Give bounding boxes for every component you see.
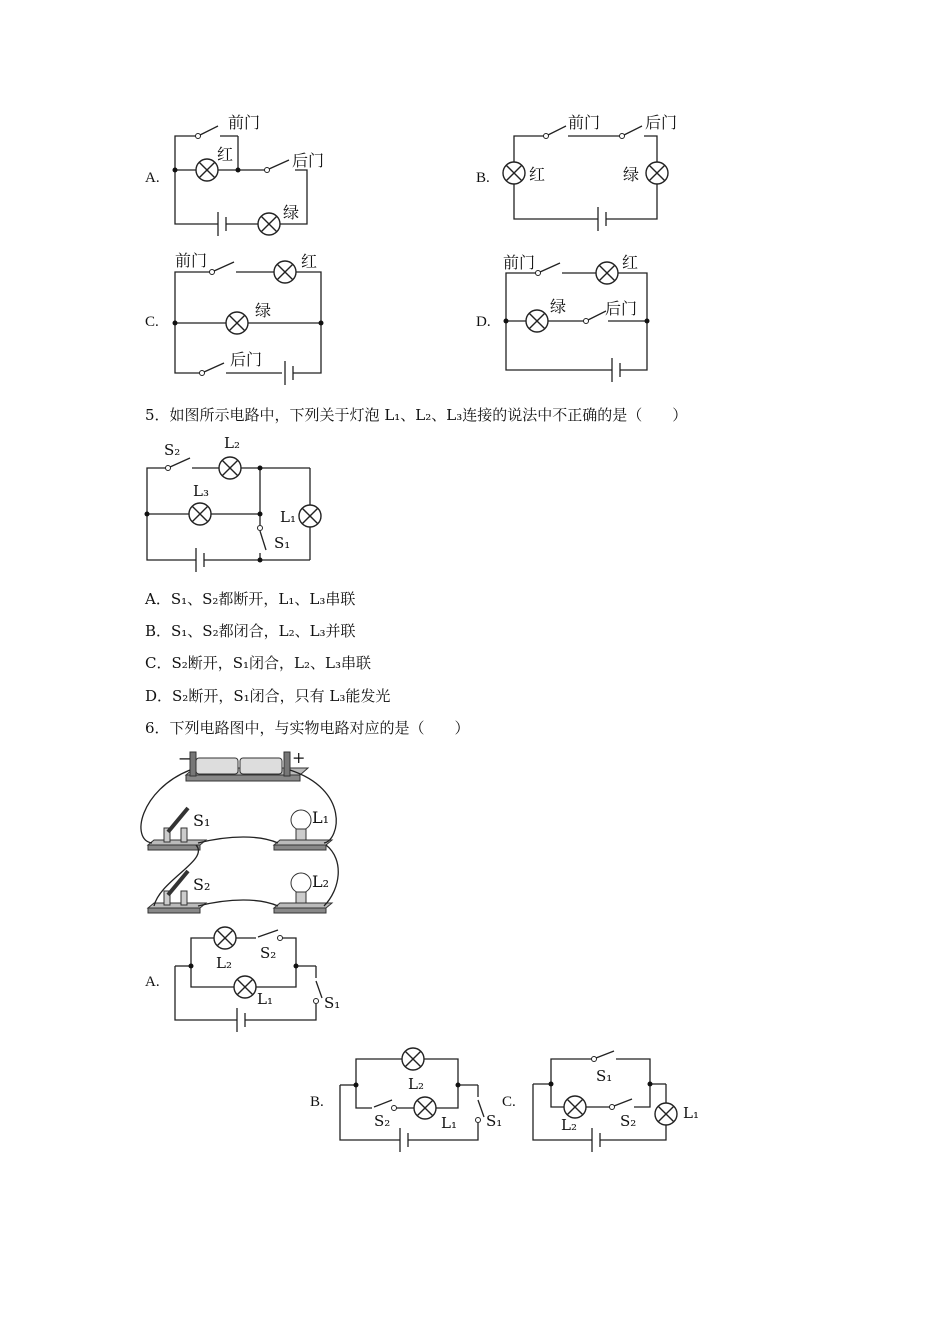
green-label-a: 绿 bbox=[283, 203, 300, 222]
green-label-d: 绿 bbox=[550, 297, 567, 316]
q5-choice-c: C．S₂断开，S₁闭合，L₂、L₃串联 bbox=[145, 654, 372, 672]
green-label-b: 绿 bbox=[623, 165, 640, 184]
q6b-l2-label: L₂ bbox=[408, 1075, 424, 1093]
option-c-label: C. bbox=[145, 314, 159, 330]
q6-option-c-label: C. bbox=[502, 1094, 516, 1110]
q6c-s2-label: S₂ bbox=[620, 1112, 637, 1130]
battery-minus: − bbox=[178, 749, 192, 768]
physical-l1-label: L₁ bbox=[312, 808, 330, 827]
q6a-l2-label: L₂ bbox=[216, 954, 232, 972]
red-label-c: 红 bbox=[301, 252, 318, 271]
front-door-label-c: 前门 bbox=[175, 251, 208, 270]
q5-s1-label: S₁ bbox=[274, 534, 291, 552]
q6c-l1-label: L₁ bbox=[683, 1104, 699, 1122]
q5-stem: 5．如图所示电路中，下列关于灯泡 L₁、L₂、L₃连接的说法中不正确的是（ ） bbox=[145, 406, 688, 424]
q6b-s1-label: S₁ bbox=[486, 1112, 503, 1130]
q5-l1-label: L₁ bbox=[280, 508, 296, 526]
physical-s1-label: S₁ bbox=[193, 811, 211, 830]
q6-option-a-label: A. bbox=[145, 974, 160, 990]
back-door-label-b: 后门 bbox=[645, 113, 678, 132]
red-label-a: 红 bbox=[217, 145, 234, 164]
front-door-label-d: 前门 bbox=[503, 253, 536, 272]
q5-choice-b: B．S₁、S₂都闭合，L₂、L₃并联 bbox=[145, 622, 356, 640]
back-door-label-d: 后门 bbox=[605, 299, 638, 318]
q6-stem: 6．下列电路图中，与实物电路对应的是（ ） bbox=[145, 719, 470, 737]
q6-option-b-label: B. bbox=[310, 1094, 324, 1110]
q5-choice-a: A．S₁、S₂都断开，L₁、L₃串联 bbox=[145, 590, 356, 608]
back-door-label-a: 后门 bbox=[292, 151, 325, 170]
q6c-l2-label: L₂ bbox=[561, 1116, 577, 1134]
red-label-b: 红 bbox=[529, 165, 546, 184]
q6b-l1-label: L₁ bbox=[441, 1114, 457, 1132]
q6a-s2-label: S₂ bbox=[260, 944, 277, 962]
option-d-label: D. bbox=[476, 314, 491, 330]
q6a-l1-label: L₁ bbox=[257, 990, 273, 1008]
physical-s2-label: S₂ bbox=[193, 875, 211, 894]
q5-s2-label: S₂ bbox=[164, 441, 181, 459]
q6b-s2-label: S₂ bbox=[374, 1112, 391, 1130]
back-door-label-c: 后门 bbox=[230, 350, 263, 369]
q5-l3-label: L₃ bbox=[193, 482, 209, 500]
green-label-c: 绿 bbox=[255, 301, 272, 320]
front-door-label-b: 前门 bbox=[568, 113, 601, 132]
physical-l2-label: L₂ bbox=[312, 872, 330, 891]
q6c-s1-label: S₁ bbox=[596, 1067, 613, 1085]
option-a-label: A. bbox=[145, 170, 160, 186]
front-door-label-a: 前门 bbox=[228, 113, 261, 132]
red-label-d: 红 bbox=[622, 253, 639, 272]
q6a-s1-label: S₁ bbox=[324, 994, 341, 1012]
option-b-label: B. bbox=[476, 170, 490, 186]
battery-plus: + bbox=[292, 748, 306, 767]
q5-l2-label: L₂ bbox=[224, 434, 240, 452]
q5-choice-d: D．S₂断开，S₁闭合，只有 L₃能发光 bbox=[145, 687, 391, 705]
